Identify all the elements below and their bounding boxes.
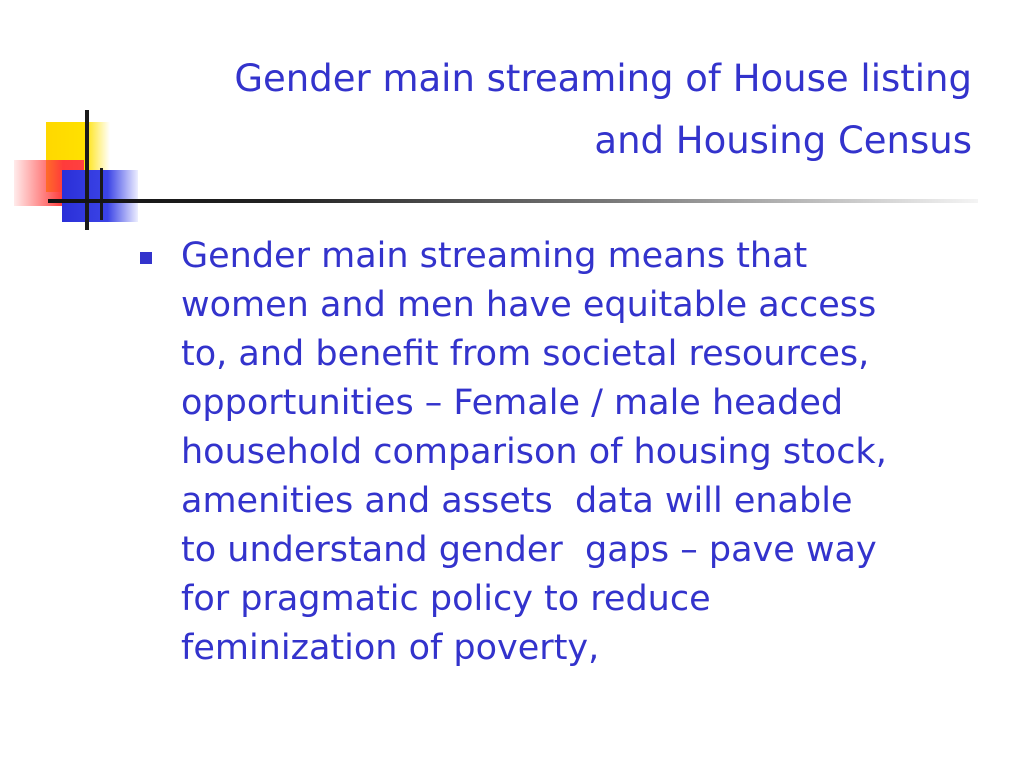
bullet-line: for pragmatic policy to reduce (181, 579, 711, 619)
bullet-text (181, 232, 1000, 673)
bullet-item (140, 232, 1000, 673)
bullet-line: to, and benefit from societal resources, (181, 334, 870, 374)
bullet-line: Gender main streaming means that (181, 236, 808, 276)
bullet-line: amenities and assets data will enable (181, 481, 853, 521)
logo-vertical-line (85, 110, 89, 230)
bullet-line: to understand gender gaps – pave way (181, 530, 877, 570)
bullet-line: household comparison of housing stock, (181, 432, 887, 472)
bullet-line: opportunities – Female / male headed (181, 383, 844, 423)
slide-body (140, 232, 1000, 673)
title-divider (48, 199, 978, 203)
title-line-2: and Housing Census (594, 119, 972, 162)
bullet-line: feminization of poverty, (181, 628, 600, 668)
bullet-line: women and men have equitable access (181, 285, 877, 325)
bullet-square-icon (140, 252, 152, 264)
title-line-1: Gender main streaming of House listing (234, 57, 972, 100)
decorative-logo (0, 0, 150, 240)
slide-title (152, 48, 972, 172)
logo-vertical-line-2 (100, 168, 103, 220)
